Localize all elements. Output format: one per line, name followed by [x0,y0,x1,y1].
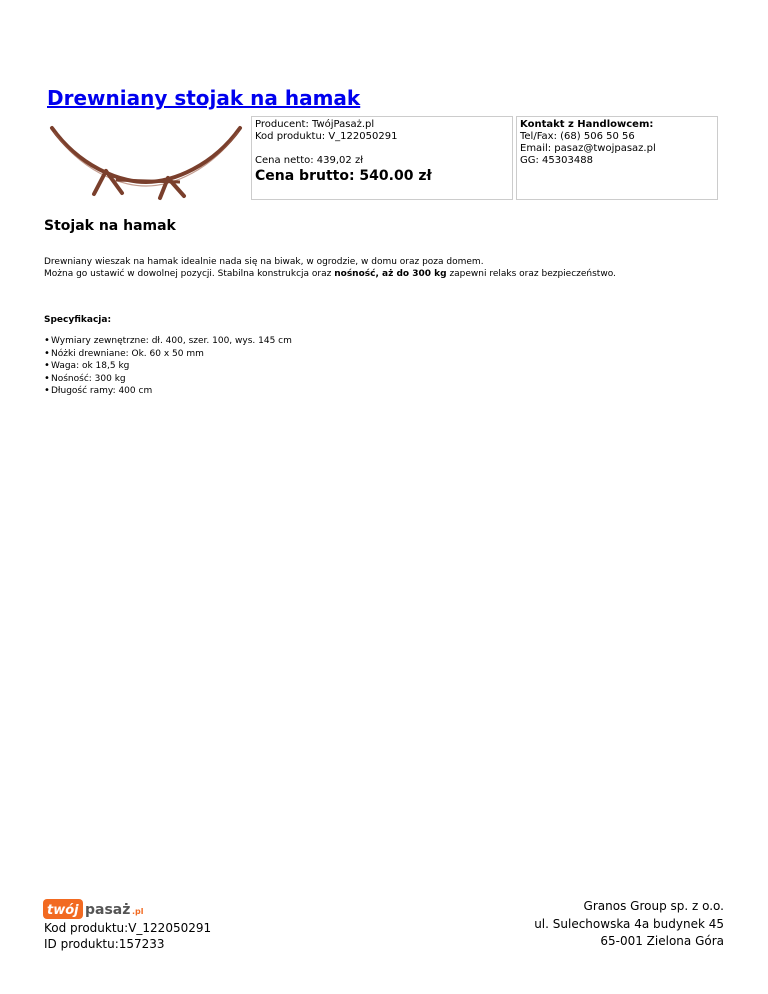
contact-gg: GG: 45303488 [520,155,593,166]
contact-heading: Kontakt z Handlowcem: [520,119,654,130]
footer-company-address [534,898,724,951]
spec-item: • Nóżki drewniane: Ok. 60 x 50 mm [44,348,292,361]
description-line-2-start: Można go ustawić w dowolnej pozycji. Stabilna konstrukcja oraz [44,269,335,279]
footer-product-id: ID produktu:157233 [44,937,165,951]
footer-product-code: Kod produktu:V_122050291 [44,921,212,935]
svg-text:.pl: .pl [132,907,144,916]
hammock-stand-image [44,116,248,206]
spec-item: • Waga: ok 18,5 kg [44,360,292,373]
svg-text:pasaż: pasaż [85,902,131,918]
description-heading: Stojak na hamak [44,218,176,234]
description-text [44,256,724,280]
description-line-1: Drewniany wieszak na hamak idealnie nada się na biwak, w ogrodzie, w domu oraz poza domem. [44,257,484,267]
spec-item: • Nośność: 300 kg [44,373,292,386]
description-load-capacity: nośność, aż do 300 kg [334,269,447,279]
producer-text: Producent: TwójPasaż.pl [255,119,375,130]
spec-item: • Długość ramy: 400 cm [44,385,292,398]
description-line-2-end: zapewni relaks oraz bezpieczeństwo. [446,269,616,279]
contact-email: Email: pasaz@twojpasaz.pl [520,143,656,154]
description-line-2 [44,268,724,280]
footer-street: ul. Sulechowska 4a budynek 45 [534,916,724,931]
product-code-text: Kod produktu: V_122050291 [255,131,398,142]
price-net-text: Cena netto: 439,02 zł [255,155,364,166]
svg-text:twój: twój [47,903,79,918]
spec-list [44,335,292,398]
product-title-link[interactable]: Drewniany stojak na hamak [47,86,361,110]
price-info-box [251,116,513,200]
footer-company-name: Granos Group sp. z o.o. [583,899,724,913]
spec-heading: Specyfikacja: [44,315,112,325]
price-gross-text: Cena brutto: 540.00 zł [255,168,432,184]
twojpasaz-logo [43,897,153,921]
footer-city: 65-001 Zielona Góra [600,934,724,948]
spec-item: • Wymiary zewnętrzne: dł. 400, szer. 100, wys. 145 cm [44,335,292,348]
contact-phone: Tel/Fax: (68) 506 50 56 [520,131,635,142]
contact-box [516,116,718,200]
footer-product-info [44,920,211,952]
